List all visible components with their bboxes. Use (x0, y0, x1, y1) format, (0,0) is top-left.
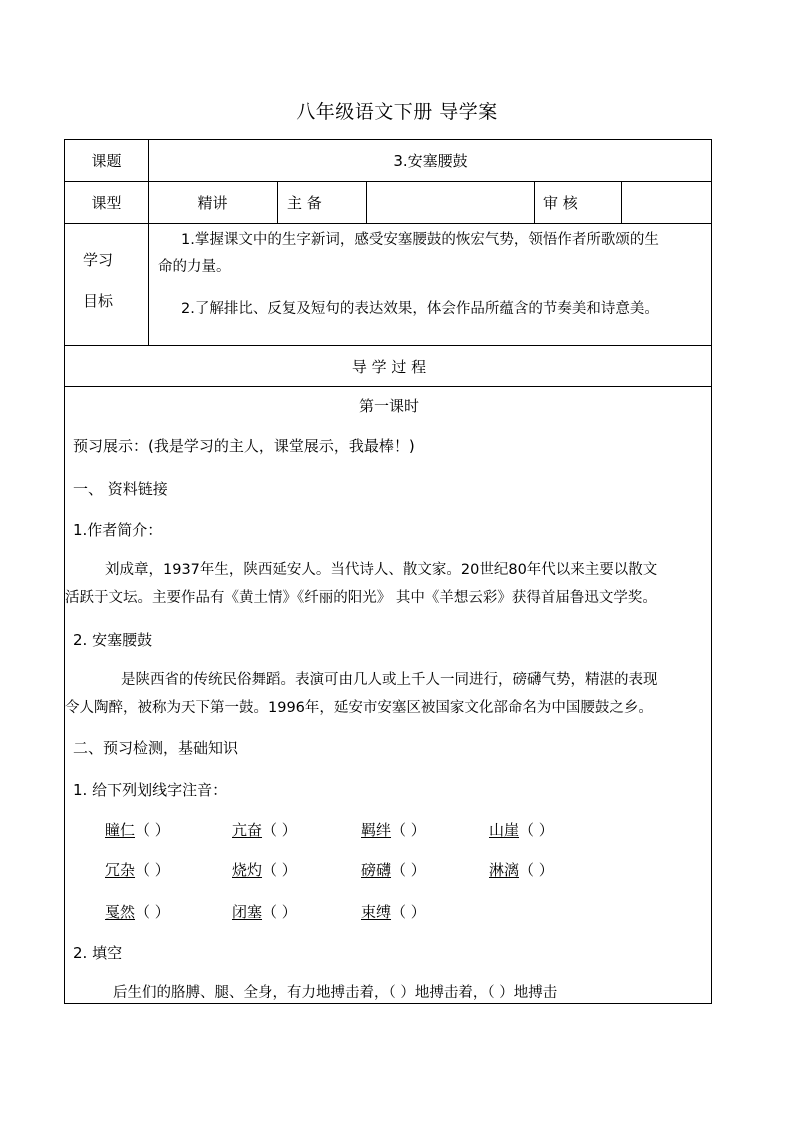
goal-label-1: 学习 (83, 251, 114, 269)
pinyin-item (361, 860, 426, 880)
author-line-1: 刘成章，1937年生，陕西延安人。当代诗人、散文家。20世纪80年代以来主要以散文 (105, 562, 658, 578)
type-value: 精讲 (197, 194, 228, 212)
pinyin-blank[interactable]: （ ） (262, 821, 297, 839)
pinyin-blank[interactable]: （ ） (135, 903, 170, 921)
pinyin-blank[interactable]: （ ） (135, 821, 170, 839)
author-line-2: 活跃于文坛。主要作品有《黄土情》《纤丽的阳光》 其中《羊想云彩》获得首届鲁迅文学奖。 (65, 590, 657, 606)
pinyin-blank[interactable]: （ ） (391, 821, 426, 839)
pinyin-word: 淋漓 (489, 861, 520, 879)
pinyin-word: 羁绊 (361, 821, 392, 839)
goal-1-line2: 命的力量。 (158, 259, 231, 275)
lesson-title: 第一课时 (358, 397, 419, 415)
preview-intro: 预习展示：(我是学习的主人，课堂展示，我最棒！) (73, 437, 415, 455)
pinyin-blank[interactable]: （ ） (262, 903, 297, 921)
page-title: 八年级语文下册 导学案 (296, 101, 498, 123)
section-1-heading: 一、 资料链接 (73, 480, 168, 498)
goal-label-2: 目标 (83, 292, 114, 310)
process-label: 导 学 过 程 (351, 357, 427, 376)
prep-label: 主 备 (287, 194, 322, 212)
pinyin-blank[interactable]: （ ） (519, 861, 554, 879)
goal-2: 2.了解排比、反复及短句的表达效果，体会作品所蕴含的节奏美和诗意美。 (181, 301, 659, 317)
pinyin-word: 山崖 (489, 821, 520, 839)
pinyin-word: 戛然 (105, 903, 136, 921)
pinyin-item (105, 820, 170, 840)
pinyin-blank[interactable]: （ ） (135, 861, 170, 879)
process-row (65, 346, 711, 387)
pinyin-blank[interactable]: （ ） (391, 903, 426, 921)
type-label: 课型 (91, 194, 122, 212)
pinyin-word: 冗杂 (105, 861, 136, 879)
goal-1-line1: 1.掌握课文中的生字新词，感受安塞腰鼓的恢宏气势，领悟作者所歌颂的生 (181, 232, 659, 248)
pinyin-word: 闭塞 (232, 903, 263, 921)
type-row (65, 182, 711, 224)
topic-row (65, 140, 711, 182)
pinyin-word: 亢奋 (232, 821, 263, 839)
drum-heading: 2. 安塞腰鼓 (73, 631, 153, 649)
pinyin-item (105, 860, 170, 880)
topic-label: 课题 (91, 152, 122, 170)
fill-heading: 2. 填空 (73, 944, 123, 962)
pinyin-item (232, 860, 297, 880)
prep-value (366, 182, 534, 223)
goals-row (65, 224, 711, 346)
review-value (621, 182, 712, 223)
pinyin-word: 磅礴 (361, 861, 392, 879)
drum-line-2: 令人陶醉，被称为天下第一鼓。1996年，延安市安塞区被国家文化部命名为中国腰鼓之乡。 (65, 700, 653, 716)
pinyin-blank[interactable]: （ ） (519, 821, 554, 839)
lesson-plan-table (64, 139, 712, 1004)
pinyin-word: 束缚 (361, 903, 392, 921)
pinyin-blank[interactable]: （ ） (391, 861, 426, 879)
fill-line: 后生们的胳膊、腿、全身，有力地搏击着，（ ）地搏击着，（ ）地搏击 (113, 985, 558, 1001)
pinyin-heading: 1. 给下列划线字注音： (73, 781, 228, 799)
pinyin-blank[interactable]: （ ） (262, 861, 297, 879)
pinyin-item (361, 820, 426, 840)
pinyin-item (489, 860, 554, 880)
section-2-heading: 二、预习检测，基础知识 (73, 739, 239, 757)
author-heading: 1.作者简介： (73, 521, 163, 539)
topic-value: 3.安塞腰鼓 (393, 152, 468, 170)
drum-line-1: 是陕西省的传统民俗舞蹈。表演可由几人或上千人一同进行，磅礴气势，精湛的表现 (121, 672, 658, 688)
pinyin-item (489, 820, 554, 840)
pinyin-item (105, 902, 170, 922)
pinyin-word: 烧灼 (232, 861, 263, 879)
pinyin-item (232, 902, 297, 922)
pinyin-item (361, 902, 426, 922)
review-label: 审 核 (543, 194, 578, 212)
pinyin-word: 瞳仁 (105, 821, 136, 839)
pinyin-item (232, 820, 297, 840)
